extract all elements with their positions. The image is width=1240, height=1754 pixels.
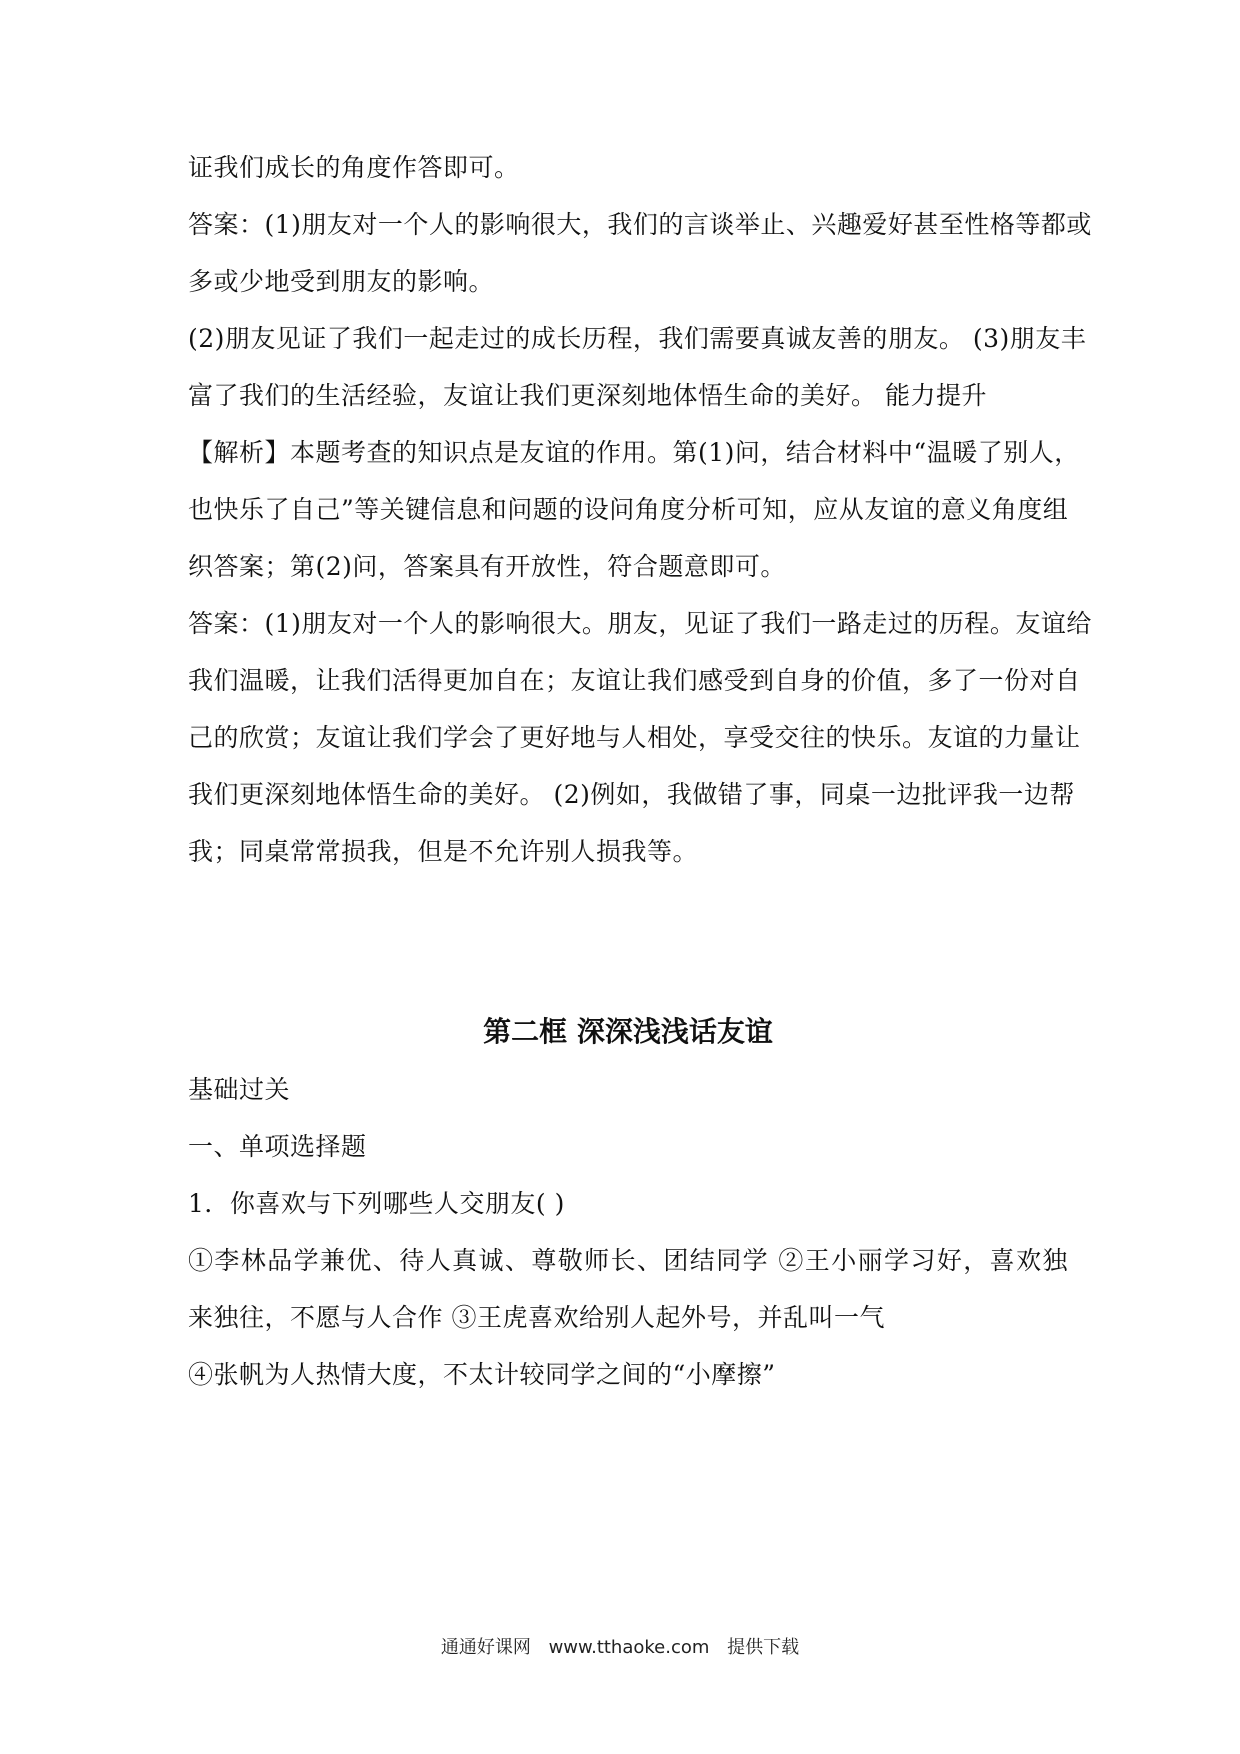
text-line: 我；同桌常常损我，但是不允许别人损我等。 — [188, 837, 699, 866]
text-line: 富了我们的生活经验，友谊让我们更深刻地体悟生命的美好。 能力提升 — [188, 381, 987, 410]
text-line: 己的欣赏；友谊让我们学会了更好地与人相处，享受交往的快乐。友谊的力量让 — [188, 723, 1081, 752]
footer-site-name: 通通好课网 — [440, 1637, 531, 1658]
text-line: 织答案；第(2)问，答案具有开放性，符合题意即可。 — [188, 552, 786, 581]
text-line: 也快乐了自己”等关键信息和问题的设问角度分析可知，应从友谊的意义角度组 — [188, 495, 1069, 524]
option-line: ④张帆为人热情大度，不太计较同学之间的“小摩擦” — [188, 1360, 776, 1389]
text-line: 答案：(1)朋友对一个人的影响很大，我们的言谈举止、兴趣爱好甚至性格等都或 — [188, 210, 1092, 239]
text-line: 【解析】本题考查的知识点是友谊的作用。第(1)问，结合材料中“温暖了别人， — [188, 438, 1080, 467]
text-line: 我们温暖，让我们活得更加自在；友谊让我们感受到自身的价值，多了一份对自 — [188, 666, 1081, 695]
footer-note: 提供下载 — [727, 1637, 800, 1658]
question-category: 一、单项选择题 — [188, 1132, 367, 1161]
option-line: ①李林品学兼优、待人真诚、尊敬师长、团结同学 ②王小丽学习好，喜欢独 — [188, 1246, 1068, 1275]
text-line: 多或少地受到朋友的影响。 — [188, 267, 495, 296]
page-footer — [0, 1636, 1240, 1660]
section-title: 第二框 深深浅浅话友谊 — [483, 1015, 773, 1048]
question-text: 1．你喜欢与下列哪些人交朋友( ) — [188, 1189, 565, 1218]
text-line: (2)朋友见证了我们一起走过的成长历程，我们需要真诚友善的朋友。 (3)朋友丰 — [188, 324, 1087, 353]
text-line: 答案：(1)朋友对一个人的影响很大。朋友，见证了我们一路走过的历程。友谊给 — [188, 609, 1092, 638]
text-line: 我们更深刻地体悟生命的美好。 (2)例如，我做错了事，同桌一边批评我一边帮 — [188, 780, 1075, 809]
footer-url[interactable]: www.tthaoke.com — [548, 1637, 710, 1658]
section-subtitle: 基础过关 — [188, 1075, 291, 1104]
text-line: 证我们成长的角度作答即可。 — [188, 153, 520, 182]
option-line: 来独往，不愿与人合作 ③王虎喜欢给别人起外号，并乱叫一气 — [188, 1303, 885, 1332]
